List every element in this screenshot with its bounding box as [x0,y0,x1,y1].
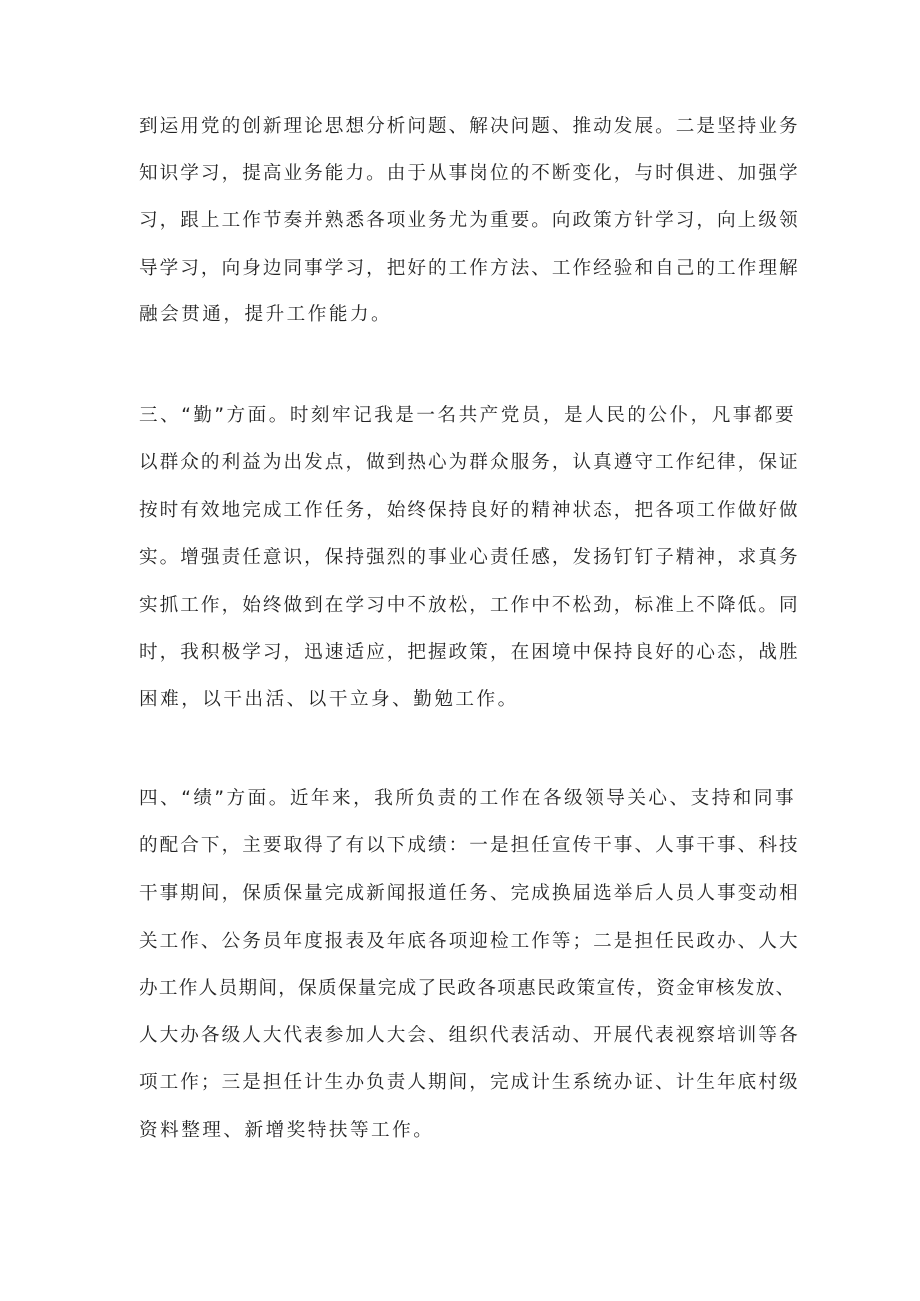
text-line: 办工作人员期间，保质保量完成了民政各项惠民政策宣传，资金审核发放、 [139,978,796,999]
text-line: 时，我积极学习，迅速适应，把握政策，在困境中保持良好的心态，战胜 [139,642,800,663]
text-line: 关工作、公务员年度报表及年底各项迎检工作等；二是担任民政办、人大 [139,931,800,952]
text-line: 按时有效地完成工作任务，始终保持良好的精神状态，把各项工作做好做 [139,500,800,521]
text-line: 干事期间，保质保量完成新闻报道任务、完成换届选举后人员人事变动相 [139,883,800,904]
text-line: 以群众的利益为出发点，做到热心为群众服务，认真遵守工作纪律，保证 [139,452,800,473]
text-line: 知识学习，提高业务能力。由于从事岗位的不断变化，与时俱进、加强学 [139,163,800,184]
text-line: 人大办各级人大代表参加人大会、组织代表活动、开展代表视察培训等各 [139,1025,800,1046]
text-line: 习，跟上工作节奏并熟悉各项业务尤为重要。向政策方针学习，向上级领 [139,210,800,231]
text-line: 到运用党的创新理论思想分析问题、解决问题、推动发展。二是坚持业务 [139,116,800,137]
text-line: 实。增强责任意识，保持强烈的事业心责任感，发扬钉钉子精神，求真务 [139,547,800,568]
text-line: 导学习，向身边同事学习，把好的工作方法、工作经验和自己的工作理解 [139,258,800,279]
text-line: 四、“绩”方面。近年来，我所负责的工作在各级领导关心、支持和同事 [139,788,797,809]
text-line: 资料整理、新增奖特扶等工作。 [139,1120,435,1141]
text-line: 项工作；三是担任计生办负责人期间，完成计生系统办证、计生年底村级 [139,1072,800,1093]
text-line: 的配合下，主要取得了有以下成绩：一是担任宣传干事、人事干事、科技 [139,835,800,856]
text-line: 实抓工作，始终做到在学习中不放松，工作中不松劲，标准上不降低。同 [139,595,800,616]
text-line: 三、“勤”方面。时刻牢记我是一名共产党员，是人民的公仆，凡事都要 [139,405,797,426]
text-line: 融会贯通，提升工作能力。 [139,304,393,325]
text-line: 困难，以干出活、以干立身、勤勉工作。 [139,689,519,710]
